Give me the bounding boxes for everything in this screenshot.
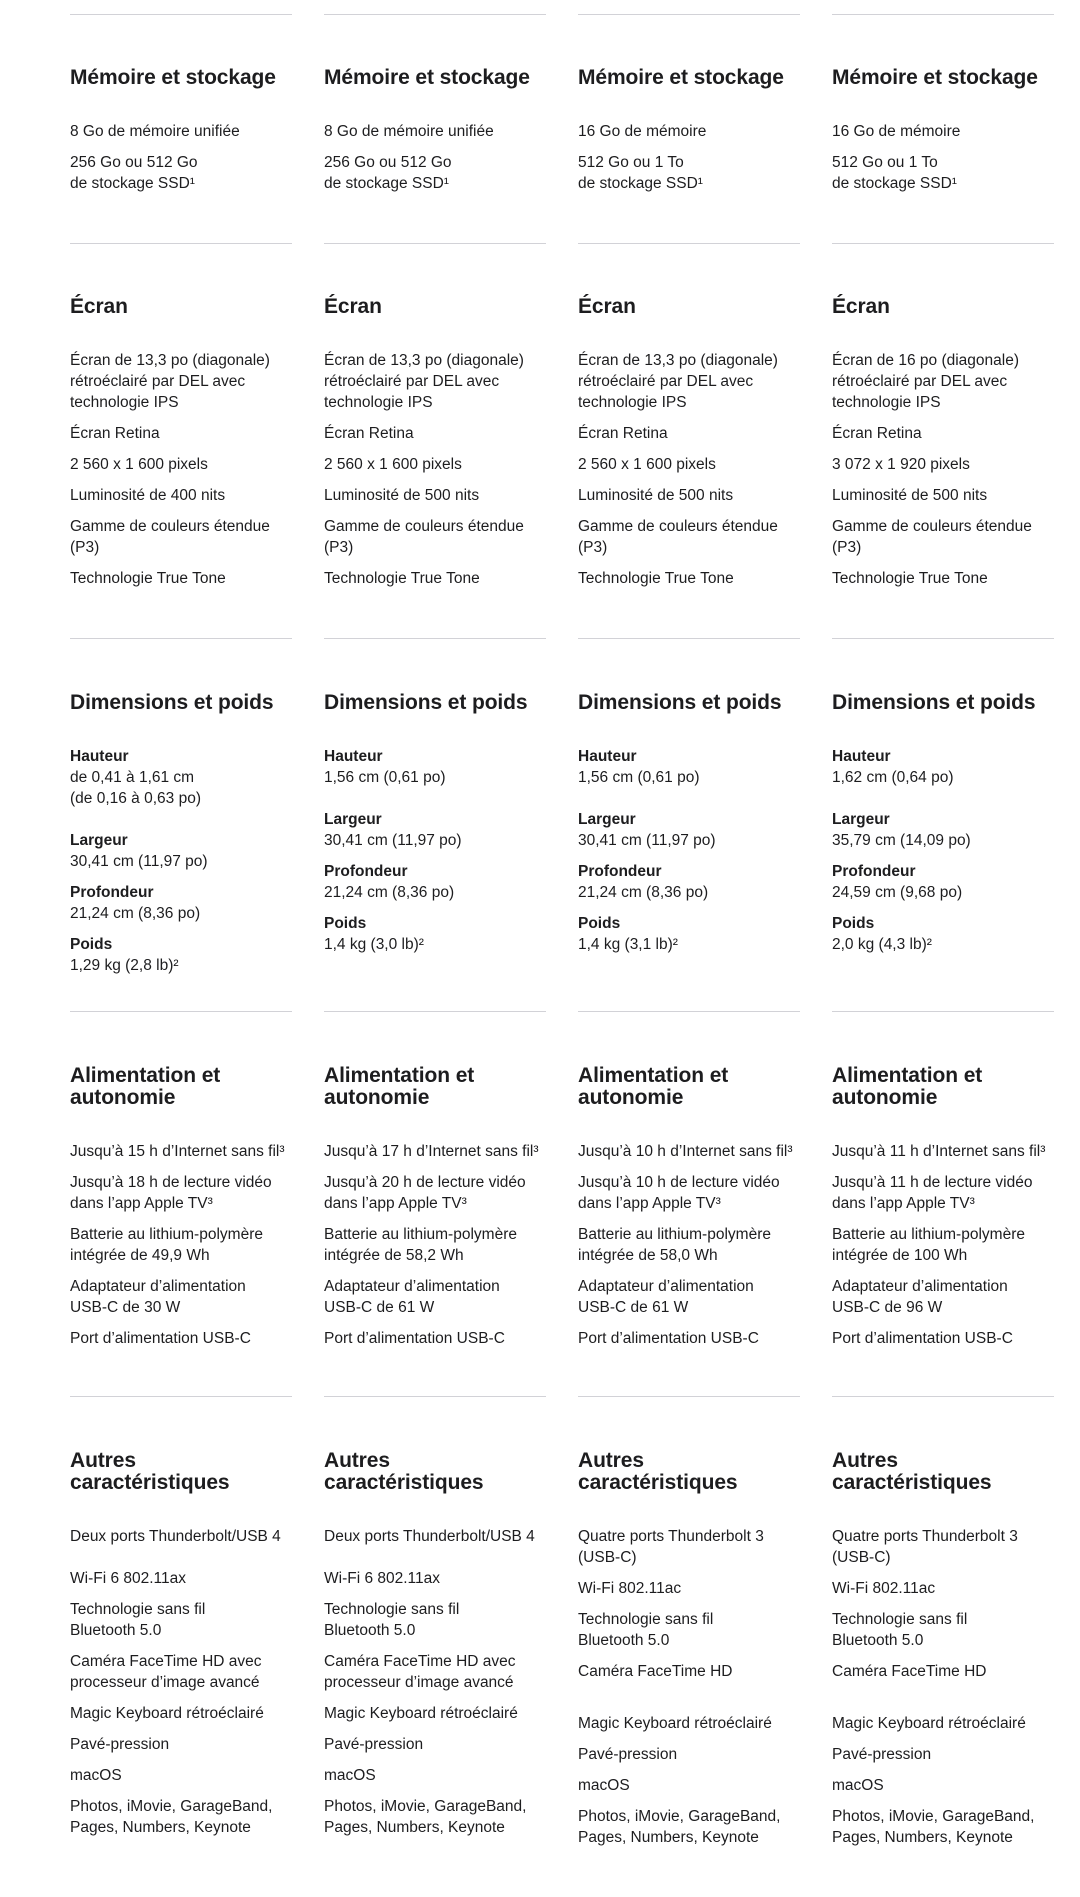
memory-section bbox=[578, 67, 804, 89]
section-divider bbox=[324, 243, 546, 244]
spec-item: Gamme de couleurs étendue (P3) bbox=[578, 518, 778, 556]
spec-item bbox=[70, 1765, 300, 1786]
weight-spec: Poids 1,4 kg (3,0 lb)² bbox=[324, 915, 424, 953]
spec-line: macOS bbox=[324, 1767, 376, 1784]
spec-line: Technologie sans fil bbox=[578, 1611, 714, 1628]
spec-item bbox=[324, 1599, 554, 1641]
spec-item: Écran de 13,3 po (diagonale) rétroéclairé par DEL avec technologie IPS bbox=[578, 352, 778, 411]
spec-line: Wi-Fi 6 802.11ax bbox=[70, 1570, 187, 1587]
section-title: Écran bbox=[324, 295, 382, 318]
spec-item: Gamme de couleurs étendue (P3) bbox=[324, 518, 524, 556]
other-section bbox=[832, 1450, 1058, 1494]
spec-item: Technologie True Tone bbox=[324, 570, 480, 587]
spec-line: Pages, Numbers, Keynote bbox=[70, 1819, 251, 1836]
power-section bbox=[70, 1065, 296, 1109]
power-section bbox=[324, 1065, 550, 1109]
spec-item bbox=[70, 1651, 300, 1693]
spec-line: Magic Keyboard rétroéclairé bbox=[70, 1705, 264, 1722]
section-divider bbox=[70, 638, 292, 639]
memory-items bbox=[578, 121, 808, 204]
spec-item: Adaptateur d’alimentation USB-C de 96 W bbox=[832, 1278, 1008, 1316]
spec-item: Adaptateur d’alimentation USB-C de 30 W bbox=[70, 1278, 246, 1316]
spec-item bbox=[324, 1526, 554, 1547]
weight-spec: Poids 2,0 kg (4,3 lb)² bbox=[832, 915, 932, 953]
spec-item: Technologie True Tone bbox=[578, 570, 734, 587]
spec-item: 8 Go de mémoire unifiée bbox=[324, 123, 494, 140]
section-title: Dimensions et poids bbox=[324, 691, 528, 714]
memory-section bbox=[832, 67, 1058, 89]
display-items bbox=[70, 350, 300, 599]
display-section bbox=[832, 296, 1058, 318]
spec-item bbox=[324, 1703, 554, 1724]
spec-line: Wi-Fi 6 802.11ax bbox=[324, 1570, 441, 1587]
spec-item: Port d’alimentation USB-C bbox=[832, 1330, 1013, 1347]
spec-item bbox=[578, 1609, 808, 1651]
spec-line: Bluetooth 5.0 bbox=[578, 1632, 670, 1649]
spec-item: Écran Retina bbox=[70, 425, 160, 442]
other-section bbox=[578, 1450, 804, 1494]
spec-line: Wi-Fi 802.11ac bbox=[832, 1580, 936, 1597]
spec-line: macOS bbox=[70, 1767, 122, 1784]
section-divider bbox=[832, 243, 1054, 244]
spec-item: Port d’alimentation USB-C bbox=[578, 1330, 759, 1347]
display-items bbox=[578, 350, 808, 599]
spec-item bbox=[324, 1651, 554, 1693]
section-title: Écran bbox=[70, 295, 128, 318]
spec-line: Pages, Numbers, Keynote bbox=[832, 1829, 1013, 1846]
width-spec: Largeur 30,41 cm (11,97 po) bbox=[578, 811, 716, 849]
dimensions-items bbox=[832, 746, 1062, 965]
spec-item: Écran Retina bbox=[832, 425, 922, 442]
weight-spec: Poids 1,4 kg (3,1 lb)² bbox=[578, 915, 678, 953]
spec-item: 2 560 x 1 600 pixels bbox=[578, 456, 716, 473]
spec-line: Bluetooth 5.0 bbox=[70, 1622, 162, 1639]
section-title: Dimensions et poids bbox=[70, 691, 274, 714]
spec-line: Magic Keyboard rétroéclairé bbox=[324, 1705, 518, 1722]
spec-item: Batterie au lithium-polymère intégrée de 100 Wh bbox=[832, 1226, 1025, 1264]
memory-items bbox=[324, 121, 554, 204]
spec-line: macOS bbox=[832, 1777, 884, 1794]
spec-line: Pavé-pression bbox=[578, 1746, 678, 1763]
dimensions-section bbox=[832, 692, 1058, 714]
section-divider bbox=[324, 14, 546, 15]
spec-item: Technologie True Tone bbox=[70, 570, 226, 587]
section-title: Écran bbox=[832, 295, 890, 318]
section-divider bbox=[324, 638, 546, 639]
spec-item: Luminosité de 500 nits bbox=[832, 487, 988, 504]
power-items bbox=[578, 1141, 808, 1359]
width-spec: Largeur 35,79 cm (14,09 po) bbox=[832, 811, 971, 849]
spec-item: Écran Retina bbox=[324, 425, 414, 442]
section-title: Dimensions et poids bbox=[578, 691, 782, 714]
section-title: Alimentation et autonomie bbox=[832, 1064, 983, 1109]
section-divider bbox=[578, 14, 800, 15]
spec-column bbox=[70, 0, 292, 1897]
spec-item: Batterie au lithium-polymère intégrée de 58,2 Wh bbox=[324, 1226, 517, 1264]
spec-item: Écran de 13,3 po (diagonale) rétroéclairé par DEL avec technologie IPS bbox=[70, 352, 270, 411]
width-spec: Largeur 30,41 cm (11,97 po) bbox=[324, 811, 462, 849]
section-title: Autres caractéristiques bbox=[832, 1449, 992, 1494]
section-divider bbox=[70, 243, 292, 244]
spec-line: Pavé-pression bbox=[70, 1736, 170, 1753]
power-section bbox=[832, 1065, 1058, 1109]
spec-item: Batterie au lithium-polymère intégrée de 49,9 Wh bbox=[70, 1226, 263, 1264]
section-divider bbox=[324, 1011, 546, 1012]
display-items bbox=[324, 350, 554, 599]
spec-item: Luminosité de 400 nits bbox=[70, 487, 226, 504]
section-title: Alimentation et autonomie bbox=[324, 1064, 475, 1109]
spec-item: Luminosité de 500 nits bbox=[578, 487, 734, 504]
spec-item: Jusqu’à 15 h d’Internet sans fil³ bbox=[70, 1143, 285, 1160]
height-spec: Hauteur 1,56 cm (0,61 po) bbox=[324, 748, 446, 786]
spec-item: Jusqu’à 10 h de lecture vidéo dans l’app Apple TV³ bbox=[578, 1174, 780, 1212]
spec-line: Caméra FaceTime HD avec bbox=[324, 1653, 516, 1670]
spec-item: 512 Go ou 1 To de stockage SSD¹ bbox=[832, 154, 957, 192]
spec-item: 16 Go de mémoire bbox=[578, 123, 707, 140]
spec-item: Écran Retina bbox=[578, 425, 668, 442]
display-section bbox=[578, 296, 804, 318]
section-divider bbox=[324, 1396, 546, 1397]
section-divider bbox=[70, 1011, 292, 1012]
spec-item: 16 Go de mémoire bbox=[832, 123, 961, 140]
spec-line: Photos, iMovie, GarageBand, bbox=[578, 1808, 781, 1825]
section-divider bbox=[832, 14, 1054, 15]
section-title: Autres caractéristiques bbox=[324, 1449, 484, 1494]
power-section bbox=[578, 1065, 804, 1109]
weight-spec: Poids 1,29 kg (2,8 lb)² bbox=[70, 936, 179, 974]
other-items bbox=[578, 1526, 808, 1858]
spec-item bbox=[578, 1713, 808, 1734]
spec-item: 256 Go ou 512 Go de stockage SSD¹ bbox=[324, 154, 452, 192]
other-section bbox=[70, 1450, 296, 1494]
spec-item bbox=[70, 1734, 300, 1755]
spec-item: Port d’alimentation USB-C bbox=[70, 1330, 251, 1347]
section-divider bbox=[578, 638, 800, 639]
width-spec: Largeur 30,41 cm (11,97 po) bbox=[70, 832, 208, 870]
height-spec: Hauteur de 0,41 à 1,61 cm (de 0,16 à 0,63 po) bbox=[70, 748, 201, 807]
spec-line: Technologie sans fil bbox=[832, 1611, 968, 1628]
spec-line: Wi-Fi 802.11ac bbox=[578, 1580, 682, 1597]
other-items bbox=[324, 1526, 554, 1848]
spec-item bbox=[832, 1661, 1062, 1703]
depth-spec: Profondeur 24,59 cm (9,68 po) bbox=[832, 863, 963, 901]
section-divider bbox=[578, 243, 800, 244]
spec-item bbox=[832, 1744, 1062, 1765]
spec-item: Gamme de couleurs étendue (P3) bbox=[832, 518, 1032, 556]
height-spec: Hauteur 1,62 cm (0,64 po) bbox=[832, 748, 954, 786]
dimensions-section bbox=[70, 692, 296, 714]
dimensions-section bbox=[578, 692, 804, 714]
spec-item: 2 560 x 1 600 pixels bbox=[70, 456, 208, 473]
spec-item bbox=[324, 1765, 554, 1786]
section-title: Alimentation et autonomie bbox=[70, 1064, 221, 1109]
spec-item: Jusqu’à 18 h de lecture vidéo dans l’app Apple TV³ bbox=[70, 1174, 272, 1212]
spec-item bbox=[578, 1744, 808, 1765]
spec-line: Caméra FaceTime HD bbox=[578, 1663, 733, 1680]
spec-item: 512 Go ou 1 To de stockage SSD¹ bbox=[578, 154, 703, 192]
spec-line: Pages, Numbers, Keynote bbox=[324, 1819, 505, 1836]
spec-line: Technologie sans fil bbox=[70, 1601, 206, 1618]
spec-item bbox=[578, 1661, 808, 1703]
spec-item bbox=[578, 1775, 808, 1796]
spec-line bbox=[578, 1682, 808, 1703]
other-section bbox=[324, 1450, 550, 1494]
spec-item bbox=[70, 1703, 300, 1724]
spec-column bbox=[324, 0, 546, 1897]
spec-item bbox=[832, 1713, 1062, 1734]
spec-line: Caméra FaceTime HD bbox=[832, 1663, 987, 1680]
spec-line: Bluetooth 5.0 bbox=[832, 1632, 924, 1649]
spec-item: Jusqu’à 20 h de lecture vidéo dans l’app Apple TV³ bbox=[324, 1174, 526, 1212]
spec-line: Pages, Numbers, Keynote bbox=[578, 1829, 759, 1846]
spec-line: Pavé-pression bbox=[832, 1746, 932, 1763]
spec-item: Luminosité de 500 nits bbox=[324, 487, 480, 504]
spec-item: Gamme de couleurs étendue (P3) bbox=[70, 518, 270, 556]
spec-item bbox=[70, 1599, 300, 1641]
spec-line: Photos, iMovie, GarageBand, bbox=[324, 1798, 527, 1815]
spec-item: Batterie au lithium-polymère intégrée de 58,0 Wh bbox=[578, 1226, 771, 1264]
depth-spec: Profondeur 21,24 cm (8,36 po) bbox=[70, 884, 201, 922]
section-divider bbox=[832, 638, 1054, 639]
spec-item bbox=[578, 1806, 808, 1848]
section-title: Mémoire et stockage bbox=[324, 66, 530, 89]
spec-line: processeur d’image avancé bbox=[324, 1674, 514, 1691]
section-title: Mémoire et stockage bbox=[832, 66, 1038, 89]
spec-item: Port d’alimentation USB-C bbox=[324, 1330, 505, 1347]
spec-item bbox=[832, 1578, 1062, 1599]
spec-column bbox=[578, 0, 800, 1897]
dimensions-items bbox=[70, 746, 300, 986]
spec-item bbox=[70, 1796, 300, 1838]
power-items bbox=[324, 1141, 554, 1359]
spec-line: (USB-C) bbox=[578, 1549, 637, 1566]
spec-item: Jusqu’à 11 h d’Internet sans fil³ bbox=[832, 1143, 1046, 1160]
section-divider bbox=[832, 1396, 1054, 1397]
section-title: Dimensions et poids bbox=[832, 691, 1036, 714]
spec-item bbox=[578, 1578, 808, 1599]
other-items bbox=[832, 1526, 1062, 1858]
dimensions-items bbox=[578, 746, 808, 965]
section-divider bbox=[832, 1011, 1054, 1012]
section-title: Alimentation et autonomie bbox=[578, 1064, 729, 1109]
depth-spec: Profondeur 21,24 cm (8,36 po) bbox=[324, 863, 455, 901]
spec-item: Adaptateur d’alimentation USB-C de 61 W bbox=[324, 1278, 500, 1316]
memory-items bbox=[832, 121, 1062, 204]
spec-item bbox=[832, 1526, 1062, 1568]
spec-item bbox=[324, 1568, 554, 1589]
spec-item: Jusqu’à 17 h d’Internet sans fil³ bbox=[324, 1143, 539, 1160]
spec-item: Jusqu’à 10 h d’Internet sans fil³ bbox=[578, 1143, 793, 1160]
section-title: Mémoire et stockage bbox=[578, 66, 784, 89]
spec-item: Jusqu’à 11 h de lecture vidéo dans l’app Apple TV³ bbox=[832, 1174, 1033, 1212]
section-title: Écran bbox=[578, 295, 636, 318]
spec-item: Écran de 13,3 po (diagonale) rétroéclairé par DEL avec technologie IPS bbox=[324, 352, 524, 411]
spec-item: 256 Go ou 512 Go de stockage SSD¹ bbox=[70, 154, 198, 192]
spec-item: 3 072 x 1 920 pixels bbox=[832, 456, 970, 473]
spec-item: Écran de 16 po (diagonale) rétroéclairé par DEL avec technologie IPS bbox=[832, 352, 1019, 411]
spec-line: Pavé-pression bbox=[324, 1736, 424, 1753]
spec-item bbox=[324, 1734, 554, 1755]
spec-item bbox=[578, 1526, 808, 1568]
height-spec: Hauteur 1,56 cm (0,61 po) bbox=[578, 748, 700, 786]
spec-column bbox=[832, 0, 1054, 1897]
spec-line: processeur d’image avancé bbox=[70, 1674, 260, 1691]
section-divider bbox=[70, 1396, 292, 1397]
depth-spec: Profondeur 21,24 cm (8,36 po) bbox=[578, 863, 709, 901]
spec-line: Photos, iMovie, GarageBand, bbox=[832, 1808, 1035, 1825]
spec-line: Magic Keyboard rétroéclairé bbox=[832, 1715, 1026, 1732]
display-items bbox=[832, 350, 1062, 599]
spec-line: Deux ports Thunderbolt/USB 4 bbox=[324, 1528, 535, 1545]
spec-line: Caméra FaceTime HD avec bbox=[70, 1653, 262, 1670]
memory-section bbox=[70, 67, 296, 89]
display-section bbox=[70, 296, 296, 318]
memory-items bbox=[70, 121, 300, 204]
section-divider bbox=[70, 14, 292, 15]
dimensions-section bbox=[324, 692, 550, 714]
spec-item: 8 Go de mémoire unifiée bbox=[70, 123, 240, 140]
spec-line: Photos, iMovie, GarageBand, bbox=[70, 1798, 273, 1815]
spec-line: Quatre ports Thunderbolt 3 bbox=[578, 1528, 764, 1545]
spec-line: Deux ports Thunderbolt/USB 4 bbox=[70, 1528, 281, 1545]
spec-item bbox=[832, 1609, 1062, 1651]
dimensions-items bbox=[324, 746, 554, 965]
spec-item bbox=[70, 1526, 300, 1547]
other-items bbox=[70, 1526, 300, 1848]
section-title: Autres caractéristiques bbox=[70, 1449, 230, 1494]
section-title: Mémoire et stockage bbox=[70, 66, 276, 89]
spec-item: Adaptateur d’alimentation USB-C de 61 W bbox=[578, 1278, 754, 1316]
spec-item bbox=[324, 1796, 554, 1838]
spec-item: Technologie True Tone bbox=[832, 570, 988, 587]
power-items bbox=[70, 1141, 300, 1359]
spec-item bbox=[832, 1775, 1062, 1796]
spec-line: Magic Keyboard rétroéclairé bbox=[578, 1715, 772, 1732]
section-divider bbox=[578, 1396, 800, 1397]
section-divider bbox=[578, 1011, 800, 1012]
spec-item bbox=[832, 1806, 1062, 1848]
spec-line: macOS bbox=[578, 1777, 630, 1794]
section-title: Autres caractéristiques bbox=[578, 1449, 738, 1494]
spec-line: Technologie sans fil bbox=[324, 1601, 460, 1618]
memory-section bbox=[324, 67, 550, 89]
display-section bbox=[324, 296, 550, 318]
power-items bbox=[832, 1141, 1062, 1359]
spec-item: 2 560 x 1 600 pixels bbox=[324, 456, 462, 473]
spec-line bbox=[832, 1682, 1062, 1703]
spec-line: Quatre ports Thunderbolt 3 bbox=[832, 1528, 1018, 1545]
spec-item bbox=[70, 1568, 300, 1589]
spec-line: Bluetooth 5.0 bbox=[324, 1622, 416, 1639]
spec-line: (USB-C) bbox=[832, 1549, 891, 1566]
